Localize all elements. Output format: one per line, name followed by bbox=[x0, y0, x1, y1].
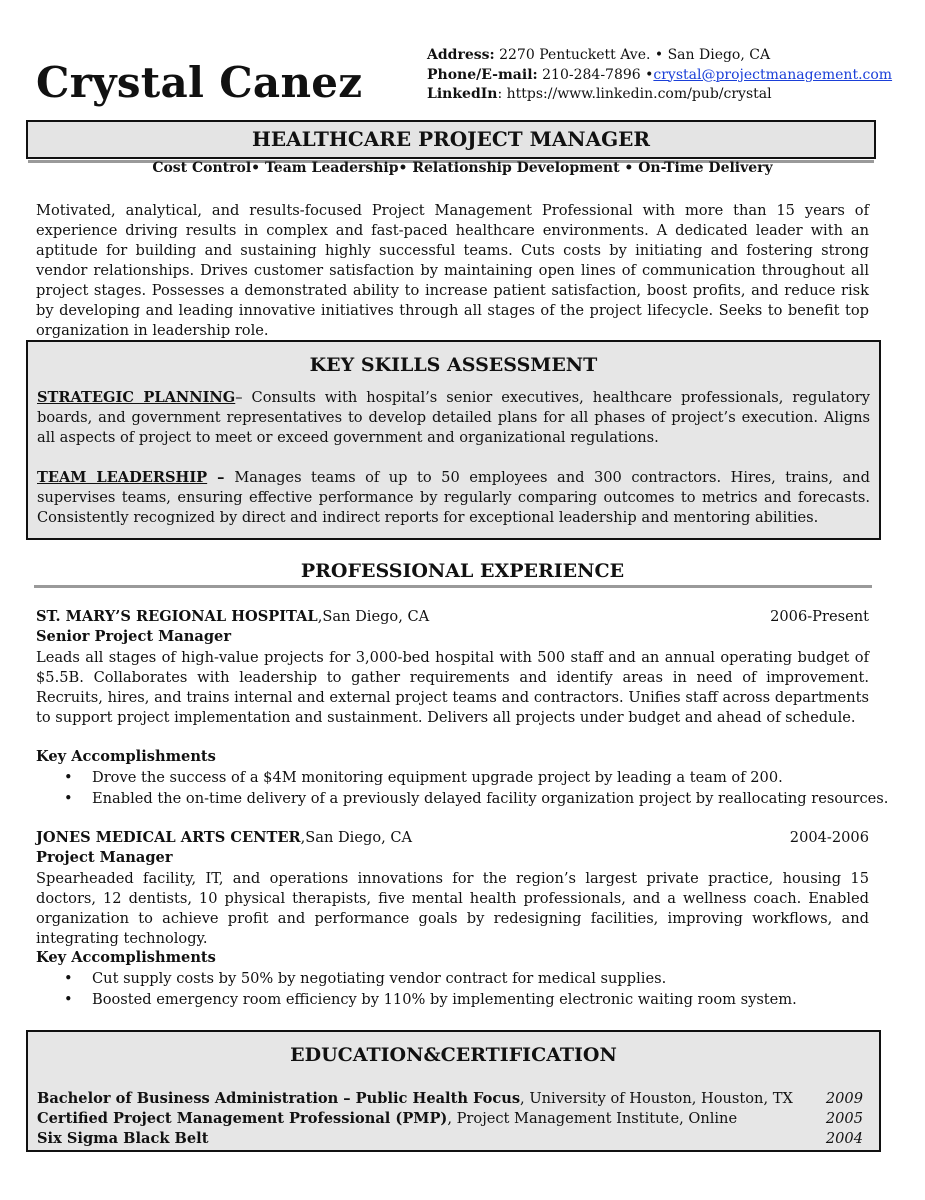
education-heading: EDUCATION&CERTIFICATION bbox=[290, 1044, 617, 1066]
accomplishments-list bbox=[36, 969, 797, 1010]
education-detail: , Project Management Institute, Online bbox=[447, 1110, 738, 1127]
skill-strategic-planning bbox=[37, 388, 870, 448]
email-link[interactable]: crystal@projectmanagement.com bbox=[653, 66, 893, 83]
list-item bbox=[36, 969, 797, 990]
education-item bbox=[37, 1089, 863, 1109]
education-title: Bachelor of Business Administration – Public Health Focus bbox=[37, 1090, 521, 1107]
title-banner bbox=[26, 120, 876, 159]
list-item bbox=[36, 768, 888, 789]
list-item-text: Cut supply costs by 50% by negotiating vendor contract for medical supplies. bbox=[92, 970, 667, 987]
education-item bbox=[37, 1129, 863, 1149]
address-label: Address: bbox=[427, 47, 495, 63]
skill-separator: – bbox=[207, 469, 235, 486]
job-location: ,San Diego, CA bbox=[300, 829, 413, 846]
list-item-text: Boosted emergency room efficiency by 110% by implementing electronic waiting room system. bbox=[92, 990, 797, 1008]
job-location: ,San Diego, CA bbox=[317, 608, 430, 625]
contact-block bbox=[427, 46, 892, 105]
bullet-icon: • bbox=[64, 769, 73, 786]
job-description: Leads all stages of high-value projects for 3,000-bed hospital with 500 staff and an annual operating budget of $5.5B. Collaborates with leadership to gather requirements and identify areas in need of improvement. Recruits, hires, and trains internal and external project teams and contractors. Unifies staff across departments to support project implementation and sustainment. Delivers all projects under budget and ahead of schedule. bbox=[36, 649, 869, 726]
linkedin-line bbox=[427, 85, 892, 105]
education-detail: , University of Houston, Houston, TX bbox=[520, 1090, 793, 1107]
bullet-icon: • bbox=[64, 990, 73, 1008]
education-title: Certified Project Management Professional (PMP) bbox=[37, 1110, 448, 1127]
skill-separator: – bbox=[235, 389, 252, 406]
accomplishments-list bbox=[36, 768, 888, 809]
job-organization: ST. MARY’S REGIONAL HOSPITAL bbox=[36, 608, 318, 625]
skill-label: TEAM LEADERSHIP bbox=[37, 469, 208, 486]
skills-box bbox=[26, 340, 881, 540]
skill-label: STRATEGIC PLANNING bbox=[37, 389, 236, 406]
job-header bbox=[36, 829, 869, 846]
key-accomplishments-label: Key Accomplishments bbox=[36, 949, 216, 966]
job-dates: 2006-Present bbox=[770, 608, 869, 625]
bullet-icon: • bbox=[64, 970, 73, 987]
bullet-icon: • bbox=[64, 789, 73, 807]
list-item-text: Enabled the on-time delivery of a previously delayed facility organization project by reallocating resources. bbox=[92, 789, 889, 807]
education-year: 2009 bbox=[825, 1090, 863, 1107]
phone-email-label: Phone/E-mail: bbox=[427, 66, 538, 83]
list-item bbox=[36, 789, 888, 810]
experience-heading: PROFESSIONAL EXPERIENCE bbox=[300, 560, 625, 582]
key-accomplishments-label: Key Accomplishments bbox=[36, 748, 216, 765]
list-item bbox=[36, 990, 797, 1011]
summary-paragraph: Motivated, analytical, and results-focused Project Management Professional with more than 15 years of experience driving results in complex and fast-paced healthcare environments. A dedicated leader with an aptitude for building and sustaining highly successful teams. Cuts costs by initiating and fostering strong vendor relationships. Drives customer satisfaction by maintaining open lines of communication throughout all project stages. Possesses a demonstrated ability to increase patient satisfaction, boost profits, and reduce risk by developing and leading innovative initiatives through all stages of the project lifecycle. Seeks to benefit top organization in leadership role. bbox=[36, 202, 869, 339]
tagline: Cost Control• Team Leadership• Relationship Development • On-Time Delivery bbox=[152, 160, 773, 176]
job-organization: JONES MEDICAL ARTS CENTER bbox=[36, 829, 301, 846]
title-banner-text: HEALTHCARE PROJECT MANAGER bbox=[251, 127, 651, 151]
skills-heading: KEY SKILLS ASSESSMENT bbox=[309, 354, 598, 376]
candidate-name: Crystal Canez bbox=[36, 58, 363, 107]
skill-text: Manages teams of up to 50 employees and 300 contractors. Hires, trains, and supervises teams, ensuring effective performance by regularly comparing outcomes to metrics and forecasts. Consistently recognized by direct and indirect reports for exceptional leadership and mentoring abilities. bbox=[37, 469, 870, 526]
phone-email-line bbox=[427, 66, 892, 86]
job-role: Project Manager bbox=[36, 849, 173, 866]
skill-team-leadership bbox=[37, 468, 870, 528]
education-item bbox=[37, 1109, 863, 1129]
linkedin-value: : https://www.linkedin.com/pub/crystal bbox=[497, 86, 772, 102]
address-line bbox=[427, 46, 892, 66]
job-role: Senior Project Manager bbox=[36, 628, 232, 645]
job-dates: 2004-2006 bbox=[789, 829, 869, 846]
linkedin-label: LinkedIn bbox=[427, 86, 498, 102]
experience-divider bbox=[34, 585, 872, 588]
education-year: 2004 bbox=[825, 1130, 863, 1147]
job-description: Spearheaded facility, IT, and operations innovations for the region’s largest private practice, housing 15 doctors, 12 dentists, 10 physical therapists, five mental health professionals, and a wellness coach. Enabled organization to achieve profit and performance goals by redesigning facilities, improving workflows, and integrating technology. bbox=[36, 870, 869, 947]
phone-value: 210-284-7896 • bbox=[542, 66, 654, 83]
job-header bbox=[36, 608, 869, 625]
education-title: Six Sigma Black Belt bbox=[37, 1130, 209, 1147]
education-year: 2005 bbox=[825, 1110, 863, 1127]
education-box bbox=[26, 1030, 881, 1152]
address-value: 2270 Pentuckett Ave. • San Diego, CA bbox=[499, 47, 771, 63]
skill-text: Consults with hospital’s senior executives, healthcare professionals, regulatory boards, and government representatives to develop detailed plans for all phases of project’s execution. Aligns all aspects of project to meet or exceed government and organizational regulations. bbox=[37, 389, 871, 446]
list-item-text: Drove the success of a $4M monitoring equipment upgrade project by leading a team of 200. bbox=[92, 769, 783, 786]
